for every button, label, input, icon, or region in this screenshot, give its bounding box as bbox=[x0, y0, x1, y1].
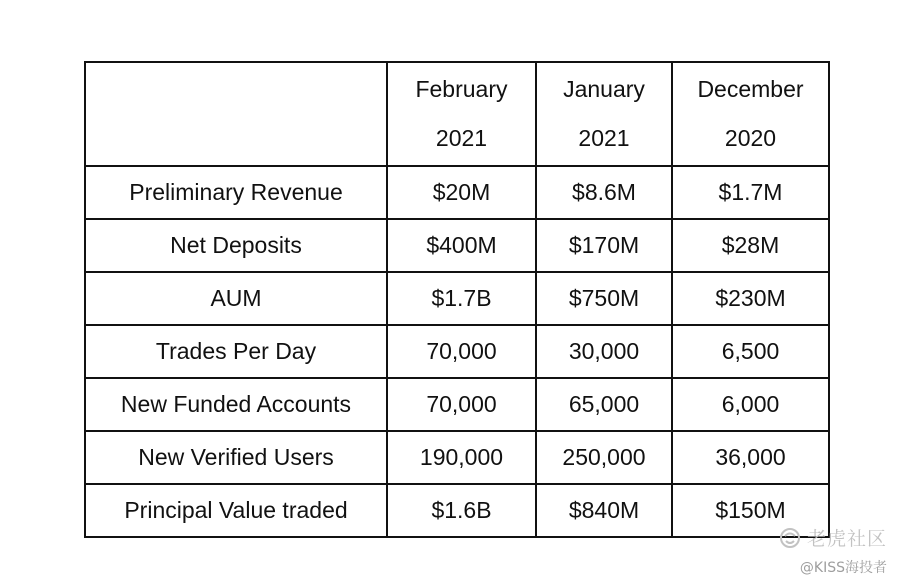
value-cell: $1.7M bbox=[672, 166, 829, 219]
metric-label: AUM bbox=[85, 272, 387, 325]
metric-label: New Verified Users bbox=[85, 431, 387, 484]
tiger-logo-icon bbox=[779, 527, 801, 549]
watermark-handle: @KISS海投者 bbox=[799, 560, 887, 576]
metric-label: Principal Value traded bbox=[85, 484, 387, 537]
watermark bbox=[779, 524, 887, 577]
value-cell: $20M bbox=[387, 166, 536, 219]
header-december-2020 bbox=[672, 62, 829, 166]
metric-label: Preliminary Revenue bbox=[85, 166, 387, 219]
metric-label: New Funded Accounts bbox=[85, 378, 387, 431]
table-header-row bbox=[85, 62, 829, 166]
metrics-table bbox=[84, 61, 830, 538]
table-row bbox=[85, 219, 829, 272]
value-cell: $750M bbox=[536, 272, 672, 325]
value-cell: 36,000 bbox=[672, 431, 829, 484]
table-row bbox=[85, 431, 829, 484]
value-cell: 30,000 bbox=[536, 325, 672, 378]
table-row bbox=[85, 484, 829, 537]
table-row bbox=[85, 272, 829, 325]
value-cell: $150M bbox=[672, 484, 829, 537]
value-cell: $840M bbox=[536, 484, 672, 537]
value-cell: $230M bbox=[672, 272, 829, 325]
watermark-brand: 老虎社区 bbox=[806, 528, 887, 550]
value-cell: 65,000 bbox=[536, 378, 672, 431]
header-january-2021 bbox=[536, 62, 672, 166]
header-corner-cell bbox=[85, 62, 387, 166]
value-cell: $1.6B bbox=[387, 484, 536, 537]
header-year: 2021 bbox=[435, 125, 488, 151]
value-cell: 250,000 bbox=[536, 431, 672, 484]
header-february-2021 bbox=[387, 62, 536, 166]
table-row bbox=[85, 378, 829, 431]
header-month: February bbox=[415, 76, 508, 102]
metric-label: Net Deposits bbox=[85, 219, 387, 272]
header-month: January bbox=[563, 76, 645, 102]
value-cell: 70,000 bbox=[387, 378, 536, 431]
value-cell: 6,500 bbox=[672, 325, 829, 378]
metric-label: Trades Per Day bbox=[85, 325, 387, 378]
value-cell: $400M bbox=[387, 219, 536, 272]
table-row bbox=[85, 166, 829, 219]
value-cell: $8.6M bbox=[536, 166, 672, 219]
header-month: December bbox=[697, 76, 804, 102]
watermark-brand-line bbox=[779, 524, 887, 551]
value-cell: 6,000 bbox=[672, 378, 829, 431]
value-cell: $170M bbox=[536, 219, 672, 272]
value-cell: $1.7B bbox=[387, 272, 536, 325]
value-cell: $28M bbox=[672, 219, 829, 272]
table-row bbox=[85, 325, 829, 378]
value-cell: 70,000 bbox=[387, 325, 536, 378]
value-cell: 190,000 bbox=[387, 431, 536, 484]
header-year: 2020 bbox=[724, 125, 777, 151]
header-year: 2021 bbox=[578, 125, 630, 151]
